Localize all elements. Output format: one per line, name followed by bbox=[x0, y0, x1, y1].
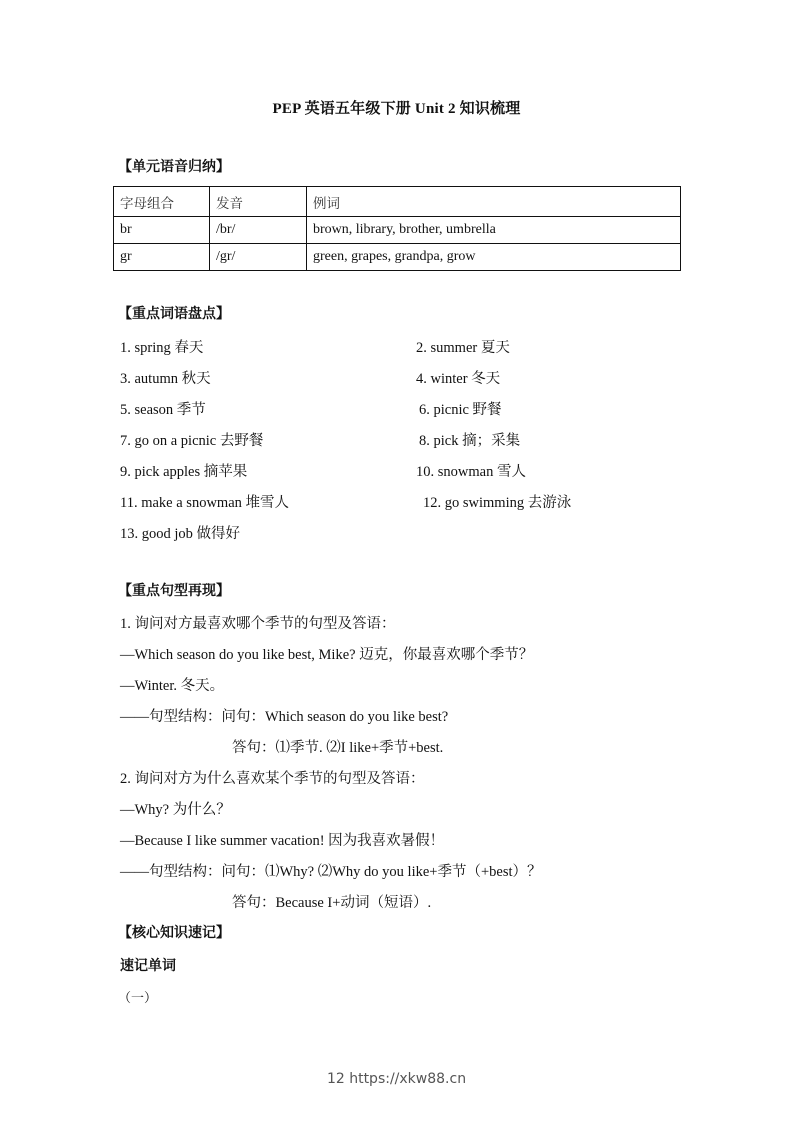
sentence-line: 答句：⑴季节. ⑵I like+季节+best. bbox=[232, 740, 444, 756]
sentence-line: —Which season do you like best, Mike? 迈克，你最喜欢哪个季节？ bbox=[120, 647, 534, 663]
sentence-line: 答句：Because I+动词（短语）. bbox=[232, 895, 432, 911]
table-cell: green, grapes, grandpa, grow bbox=[307, 244, 681, 271]
vocab-item: 12. go swimming 去游泳 bbox=[423, 495, 572, 511]
vocab-item: 7. go on a picnic 去野餐 bbox=[120, 433, 264, 449]
vocab-item: 2. summer 夏天 bbox=[416, 340, 510, 356]
sentence-line: —Because I like summer vacation! 因为我喜欢暑假！ bbox=[120, 833, 445, 849]
table-header-cell: 字母组合 bbox=[114, 187, 210, 217]
table-header-cell: 例词 bbox=[307, 187, 681, 217]
vocab-item: 9. pick apples 摘苹果 bbox=[120, 464, 248, 480]
sentence-line: 1. 询问对方最喜欢哪个季节的句型及答语： bbox=[120, 616, 396, 632]
part-label: （一） bbox=[118, 991, 158, 1006]
sentence-line: —Why? 为什么？ bbox=[120, 802, 231, 818]
sentence-line: ——句型结构：问句：Which season do you like best? bbox=[120, 709, 449, 725]
phonics-section-heading: 【单元语音归纳】 bbox=[118, 159, 230, 175]
core-subheading: 速记单词 bbox=[120, 958, 176, 974]
sentence-section-heading: 【重点句型再现】 bbox=[118, 583, 230, 599]
sentence-line: —Winter. 冬天。 bbox=[120, 678, 225, 694]
vocab-item: 13. good job 做得好 bbox=[120, 526, 241, 542]
table-cell: /gr/ bbox=[210, 244, 307, 271]
vocab-item: 10. snowman 雪人 bbox=[416, 464, 526, 480]
phonics-table bbox=[113, 186, 681, 271]
page-footer: 12 https://xkw88.cn bbox=[326, 1071, 467, 1087]
core-section-heading: 【核心知识速记】 bbox=[118, 925, 230, 941]
vocab-item: 6. picnic 野餐 bbox=[419, 402, 502, 418]
table-cell: gr bbox=[114, 244, 210, 271]
document-title: PEP 英语五年级下册 Unit 2 知识梳理 bbox=[272, 101, 521, 117]
table-cell: brown, library, brother, umbrella bbox=[307, 217, 681, 244]
sentence-line: ——句型结构：问句：⑴Why? ⑵Why do you like+季节（+best）？ bbox=[120, 864, 542, 880]
vocab-section-heading: 【重点词语盘点】 bbox=[118, 306, 230, 322]
vocab-item: 4. winter 冬天 bbox=[416, 371, 501, 387]
table-cell: br bbox=[114, 217, 210, 244]
vocab-item: 3. autumn 秋天 bbox=[120, 371, 211, 387]
table-cell: /br/ bbox=[210, 217, 307, 244]
table-header-cell: 发音 bbox=[210, 187, 307, 217]
table-header-row bbox=[114, 187, 681, 217]
vocab-item: 11. make a snowman 堆雪人 bbox=[120, 495, 290, 511]
vocab-item: 8. pick 摘；采集 bbox=[419, 433, 521, 449]
vocab-item: 5. season 季节 bbox=[120, 402, 206, 418]
vocab-item: 1. spring 春天 bbox=[120, 340, 204, 356]
table-row bbox=[114, 244, 681, 271]
table-row bbox=[114, 217, 681, 244]
sentence-line: 2. 询问对方为什么喜欢某个季节的句型及答语： bbox=[120, 771, 425, 787]
